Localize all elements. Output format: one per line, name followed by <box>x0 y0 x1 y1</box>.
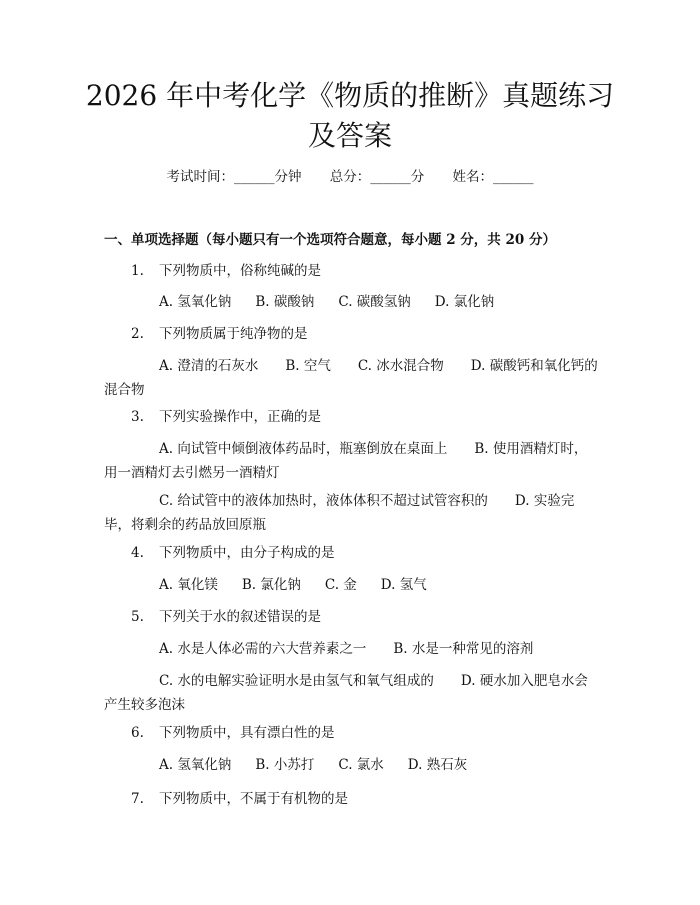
question-4 <box>131 541 335 565</box>
section-heading: 一、单项选择题（每小题只有一个选项符合题意，每小题 2 分，共 20 分） <box>104 232 556 248</box>
question-6-options <box>159 753 491 777</box>
question-stem: 下列物质中，俗称纯碱的是 <box>159 263 321 279</box>
page-title: 2026 年中考化学《物质的推断》真题练习及答案 <box>85 79 615 152</box>
question-number: 2. <box>131 326 144 342</box>
option-c: C. 金 <box>324 577 357 593</box>
question-2 <box>131 322 308 346</box>
option-c: C. 氯水 <box>338 757 384 773</box>
question-number: 3. <box>131 409 144 425</box>
option-a: A. 氧化镁 <box>159 577 218 593</box>
option-b: B. 碳酸钠 <box>255 294 315 310</box>
option-d: D. 熟石灰 <box>407 757 468 773</box>
option-b: B. 小苏打 <box>255 757 315 773</box>
question-stem: 下列物质中，由分子构成的是 <box>159 545 335 561</box>
question-number: 4. <box>131 545 144 561</box>
question-3 <box>131 405 321 429</box>
question-number: 7. <box>131 791 144 807</box>
question-5 <box>131 605 321 629</box>
option-a: A. 氢氧化钠 <box>159 294 232 310</box>
question-3-options-cd: C. 给试管中的液体加热时，液体体积不超过试管容积的 D. 实验完毕，将剩余的药品放回原瓶 <box>104 493 575 533</box>
question-number: 6. <box>131 725 144 741</box>
exam-time: 考试时间：______分钟 <box>166 169 302 185</box>
question-2-options: A. 澄清的石灰水 B. 空气 C. 冰水混合物 D. 碳酸钙和氧化钙的混合物 <box>104 358 598 398</box>
question-stem: 下列物质中，具有漂白性的是 <box>159 725 335 741</box>
question-4-options <box>159 573 451 597</box>
option-b: B. 氯化钠 <box>241 577 301 593</box>
question-5-options-cd: C. 水的电解实验证明水是由氢气和氧气组成的 D. 硬水加入肥皂水会产生较多泡沫 <box>104 673 588 713</box>
option-d: D. 氢气 <box>380 577 427 593</box>
question-1 <box>131 259 321 283</box>
question-stem: 下列实验操作中，正确的是 <box>159 409 321 425</box>
exam-name: 姓名：______ <box>452 169 534 185</box>
option-a: A. 氢氧化钠 <box>159 757 232 773</box>
question-stem: 下列物质中，不属于有机物的是 <box>159 791 348 807</box>
exam-score: 总分：______分 <box>329 169 425 185</box>
question-stem: 下列关于水的叙述错误的是 <box>159 609 321 625</box>
question-5-options-ab: A. 水是人体必需的六大营养素之一 B. 水是一种常见的溶剂 <box>159 641 534 657</box>
option-d: D. 氯化钠 <box>434 294 495 310</box>
question-3-options-ab: A. 向试管中倾倒液体药品时，瓶塞倒放在桌面上 B. 使用酒精灯时，用一酒精灯去引燃另一酒精灯 <box>104 441 588 481</box>
option-c: C. 碳酸氢钠 <box>338 294 411 310</box>
question-number: 5. <box>131 609 144 625</box>
question-7 <box>131 787 348 811</box>
question-number: 1. <box>131 263 144 279</box>
question-6 <box>131 721 335 745</box>
question-1-options <box>159 290 518 314</box>
exam-meta <box>0 166 700 188</box>
question-stem: 下列物质属于纯净物的是 <box>159 326 308 342</box>
